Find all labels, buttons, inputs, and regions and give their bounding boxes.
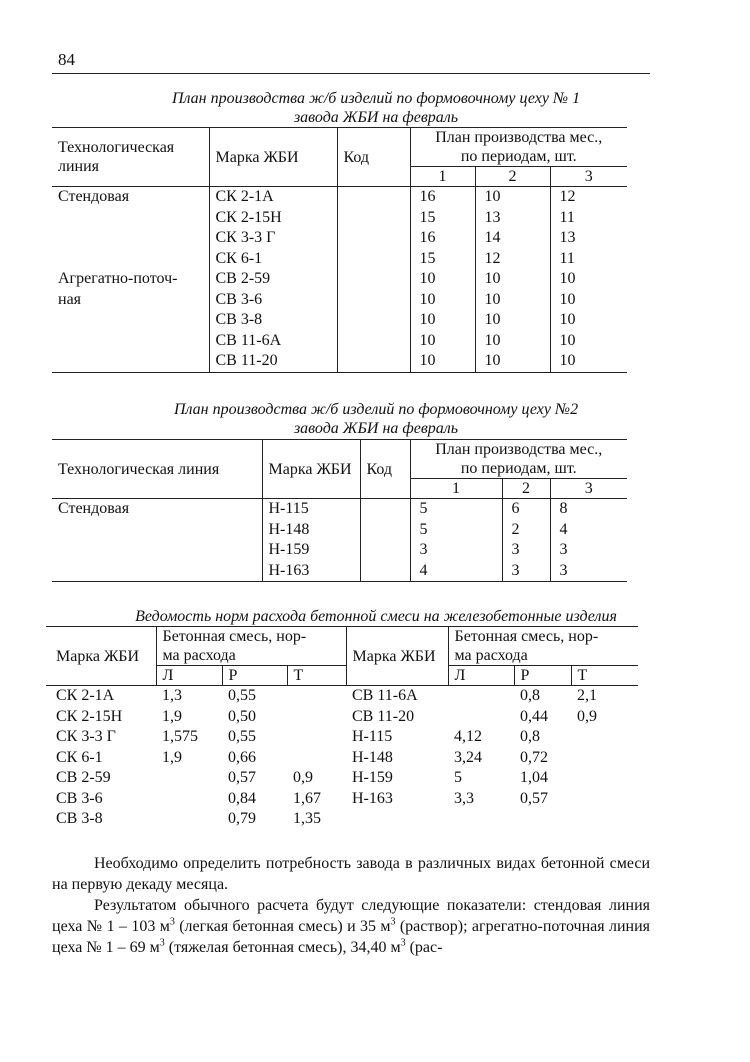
period2-cell: 3 bbox=[502, 540, 550, 561]
t-right-cell: 2,1 bbox=[577, 687, 597, 704]
header-rule bbox=[52, 73, 650, 74]
table-row bbox=[52, 269, 627, 290]
t-left-cell bbox=[287, 727, 346, 748]
t-left-cell: 1,35 bbox=[293, 810, 321, 827]
line-cell: ная bbox=[58, 290, 82, 308]
mark-right-cell: СВ 11-6А bbox=[352, 687, 418, 704]
period3-cell: 10 bbox=[550, 269, 627, 290]
table1-header-line: Технологическая линия bbox=[52, 128, 209, 187]
mark-cell: СВ 3-8 bbox=[209, 310, 337, 331]
l-right-cell: 5 bbox=[454, 769, 462, 786]
period2-cell: 10 bbox=[475, 331, 550, 352]
table3-caption: Ведомость норм расхода бетонной смеси на железобетонные изделия bbox=[135, 608, 617, 625]
period3-cell: 10 bbox=[550, 331, 627, 352]
l-left-cell: 1,9 bbox=[162, 748, 182, 766]
mark-left-cell: СВ 3-8 bbox=[56, 810, 103, 827]
period1-cell: 10 bbox=[410, 351, 475, 372]
mark-cell: Н-148 bbox=[262, 520, 360, 541]
line-cell: Стендовая bbox=[58, 500, 130, 517]
table2-header-plan-line1: План производства мес., bbox=[435, 441, 603, 458]
period1-cell: 15 bbox=[410, 208, 475, 229]
r-right-cell: 0,72 bbox=[520, 748, 548, 766]
table-row bbox=[46, 707, 638, 728]
r-left-cell: 0,55 bbox=[228, 728, 256, 745]
t-right-cell: 0,9 bbox=[577, 707, 597, 725]
mark-cell: СК 2-1А bbox=[209, 187, 337, 208]
period2-cell: 14 bbox=[475, 228, 550, 249]
l-right-cell bbox=[448, 707, 514, 728]
period3-cell: 3 bbox=[550, 561, 627, 582]
table-row bbox=[52, 540, 627, 561]
table1-header-code: Код bbox=[337, 128, 410, 187]
table3-header-l-left: Л bbox=[156, 666, 222, 686]
mark-cell: Н-163 bbox=[262, 561, 360, 582]
table-row bbox=[52, 561, 627, 582]
r-left-cell: 0,84 bbox=[228, 789, 256, 807]
r-left-cell: 0,66 bbox=[228, 748, 256, 766]
l-left-cell bbox=[156, 789, 222, 810]
table1-caption-line1: План производства ж/б изделий по формовочному цеху № 1 bbox=[171, 90, 581, 107]
line-cell bbox=[52, 249, 209, 270]
period1-cell: 5 bbox=[410, 520, 502, 541]
line-cell bbox=[52, 561, 262, 582]
period3-cell: 11 bbox=[550, 249, 627, 270]
r-right-cell: 0,44 bbox=[520, 707, 548, 725]
table1-header-p2: 2 bbox=[475, 167, 550, 187]
table-row bbox=[46, 789, 638, 810]
period2-cell: 6 bbox=[502, 499, 550, 520]
period3-cell: 12 bbox=[550, 187, 627, 208]
period3-cell: 10 bbox=[550, 310, 627, 331]
table-row bbox=[52, 520, 627, 541]
table2-header-plan-line2: по периодам, шт. bbox=[460, 460, 577, 477]
mark-cell: СК 3-3 Г bbox=[209, 228, 337, 249]
paragraph-1: Необходимо определить потребность завода в различных видах бетонной смеси на первую декаду месяца. bbox=[52, 855, 650, 893]
superscript-2: 3 bbox=[390, 916, 396, 928]
table3-header-mix-right-line2: ма расхода bbox=[454, 647, 528, 664]
table-row bbox=[52, 499, 627, 520]
code-cell bbox=[360, 561, 410, 582]
table3-header-mix-left bbox=[156, 627, 346, 666]
mark-cell: Н-115 bbox=[262, 499, 360, 520]
r-left-cell: 0,55 bbox=[228, 687, 256, 704]
mark-cell: СК 2-15Н bbox=[209, 208, 337, 229]
code-cell bbox=[337, 187, 410, 208]
line-cell bbox=[52, 228, 209, 249]
line-cell bbox=[52, 520, 262, 541]
period3-cell: 11 bbox=[550, 208, 627, 229]
mark-right-cell: Н-163 bbox=[352, 789, 393, 807]
table-row bbox=[52, 228, 627, 249]
line-cell bbox=[52, 310, 209, 331]
table1 bbox=[52, 127, 627, 373]
l-right-cell: 4,12 bbox=[454, 728, 482, 745]
code-cell bbox=[360, 520, 410, 541]
table-row bbox=[46, 768, 638, 789]
table1-header-plan-line2: по периодам, шт. bbox=[460, 148, 577, 165]
table3-header-mix-right-line1: Бетонная смесь, нор- bbox=[454, 628, 599, 645]
l-right-cell: 3,3 bbox=[454, 789, 474, 807]
mark-left-cell: СВ 2-59 bbox=[56, 769, 111, 786]
mark-cell: СВ 11-20 bbox=[209, 351, 337, 372]
t-left-cell bbox=[287, 707, 346, 728]
mark-cell: СВ 11-6А bbox=[209, 331, 337, 352]
period1-cell: 10 bbox=[410, 269, 475, 290]
r-right-cell: 0,8 bbox=[520, 687, 540, 704]
mark-left-cell: СК 6-1 bbox=[56, 748, 103, 766]
table2-caption-line1: План производства ж/б изделий по формовочному цеху №2 bbox=[173, 401, 579, 418]
t-right-cell bbox=[571, 789, 638, 810]
superscript-1: 3 bbox=[169, 916, 175, 928]
table2 bbox=[52, 439, 627, 582]
code-cell bbox=[337, 228, 410, 249]
mark-left-cell: СВ 3-6 bbox=[56, 789, 103, 807]
table3-header-mix-right bbox=[448, 627, 638, 666]
page-number: 84 bbox=[58, 50, 75, 69]
code-cell bbox=[337, 249, 410, 270]
code-cell bbox=[337, 331, 410, 352]
table1-header-mark: Марка ЖБИ bbox=[209, 128, 337, 187]
line-cell: Агрегатно-поточ- bbox=[58, 270, 178, 287]
mark-left-cell: СК 2-1А bbox=[56, 687, 115, 704]
mark-right-cell: Н-148 bbox=[352, 748, 393, 766]
period3-cell: 3 bbox=[550, 540, 627, 561]
code-cell bbox=[337, 269, 410, 290]
table2-caption bbox=[50, 400, 702, 438]
period3-cell: 8 bbox=[550, 499, 627, 520]
l-left-cell bbox=[156, 768, 222, 789]
code-cell bbox=[337, 351, 410, 372]
table-row bbox=[52, 208, 627, 229]
superscript-3: 3 bbox=[159, 937, 165, 949]
r-right-cell: 1,04 bbox=[520, 769, 548, 786]
table3-header-mix-left-line2: ма расхода bbox=[162, 647, 236, 664]
table-row bbox=[52, 187, 627, 208]
period1-cell: 10 bbox=[410, 331, 475, 352]
table3-header-r-left: Р bbox=[222, 666, 287, 686]
table1-header-plan-line1: План производства мес., bbox=[435, 129, 603, 146]
table-row bbox=[52, 290, 627, 311]
paragraph-2-part-e: (рас- bbox=[405, 939, 443, 956]
table3-header-mark-left: Марка ЖБИ bbox=[46, 627, 156, 686]
table2-header-plan bbox=[410, 440, 627, 479]
paragraph-2-part-c: (раствор); агрегатно-поточная линия цеха № 1 – 69 м bbox=[52, 918, 651, 956]
code-cell bbox=[360, 499, 410, 520]
table3-header-r-right: Р bbox=[514, 666, 571, 686]
code-cell bbox=[337, 290, 410, 311]
table-row bbox=[52, 249, 627, 270]
table-row bbox=[46, 809, 638, 830]
table1-header-plan bbox=[410, 128, 627, 167]
period3-cell: 13 bbox=[550, 228, 627, 249]
period3-cell: 10 bbox=[550, 351, 627, 372]
l-left-cell: 1,9 bbox=[162, 707, 182, 725]
mark-cell: СК 6-1 bbox=[209, 249, 337, 270]
table-row bbox=[52, 331, 627, 352]
table3-header-t-left: Т bbox=[287, 666, 346, 686]
table2-header-code: Код bbox=[360, 440, 410, 499]
mark-cell: СВ 2-59 bbox=[209, 269, 337, 290]
period2-cell: 10 bbox=[475, 269, 550, 290]
line-cell bbox=[52, 351, 209, 372]
table-row bbox=[46, 748, 638, 769]
superscript-4: 3 bbox=[400, 937, 406, 949]
r-right-cell bbox=[514, 809, 571, 830]
mark-cell: Н-159 bbox=[262, 540, 360, 561]
r-right-cell: 0,8 bbox=[520, 728, 540, 745]
table2-caption-line2: завода ЖБИ на февраль bbox=[293, 420, 459, 437]
period1-cell: 3 bbox=[410, 540, 502, 561]
t-left-cell bbox=[287, 686, 346, 707]
line-cell: Стендовая bbox=[58, 188, 130, 205]
period1-cell: 5 bbox=[410, 499, 502, 520]
table-row bbox=[52, 351, 627, 372]
table2-header-p1: 1 bbox=[410, 479, 502, 499]
table3-body bbox=[46, 686, 638, 830]
mark-cell: СВ 3-6 bbox=[209, 290, 337, 311]
table-row bbox=[46, 686, 638, 707]
period3-cell: 4 bbox=[550, 520, 627, 541]
r-left-cell: 0,50 bbox=[228, 707, 256, 725]
period3-cell: 10 bbox=[550, 290, 627, 311]
code-cell bbox=[360, 540, 410, 561]
table1-body bbox=[52, 187, 627, 373]
period2-cell: 10 bbox=[475, 290, 550, 311]
r-left-cell: 0,79 bbox=[228, 810, 256, 827]
paragraph-2-part-a: Результатом обычного расчета будут следующие показатели: стендовая линия цеха № 1 – 103 м bbox=[52, 897, 650, 935]
table2-header-p3: 3 bbox=[550, 479, 627, 499]
period2-cell: 3 bbox=[502, 561, 550, 582]
t-right-cell bbox=[571, 748, 638, 769]
period2-cell: 10 bbox=[475, 310, 550, 331]
period1-cell: 16 bbox=[410, 228, 475, 249]
l-left-cell: 1,575 bbox=[162, 728, 198, 745]
table2-header-p2: 2 bbox=[502, 479, 550, 499]
table1-caption bbox=[50, 89, 702, 127]
table1-header-p1: 1 bbox=[410, 167, 475, 187]
l-right-cell: 3,24 bbox=[454, 748, 482, 766]
t-right-cell bbox=[571, 809, 638, 830]
code-cell bbox=[337, 310, 410, 331]
t-left-cell bbox=[287, 748, 346, 769]
period2-cell: 10 bbox=[475, 187, 550, 208]
table2-header-mark: Марка ЖБИ bbox=[262, 440, 360, 499]
period1-cell: 15 bbox=[410, 249, 475, 270]
table3-header-t-right: Т bbox=[571, 666, 638, 686]
code-cell bbox=[337, 208, 410, 229]
table3-header-mark-right: Марка ЖБИ bbox=[346, 627, 448, 686]
table2-header-line: Технологическая линия bbox=[52, 440, 262, 499]
table3-header-l-right: Л bbox=[448, 666, 514, 686]
period2-cell: 12 bbox=[475, 249, 550, 270]
l-right-cell bbox=[448, 809, 514, 830]
period2-cell: 2 bbox=[502, 520, 550, 541]
t-right-cell bbox=[571, 768, 638, 789]
r-right-cell: 0,57 bbox=[520, 789, 548, 807]
paragraph-2 bbox=[52, 895, 650, 958]
mark-right-cell: Н-159 bbox=[352, 769, 393, 786]
l-left-cell bbox=[156, 809, 222, 830]
l-left-cell: 1,3 bbox=[162, 687, 182, 704]
l-right-cell bbox=[448, 686, 514, 707]
period2-cell: 10 bbox=[475, 351, 550, 372]
t-left-cell: 0,9 bbox=[293, 769, 313, 786]
line-cell bbox=[52, 540, 262, 561]
table3-header-mix-left-line1: Бетонная смесь, нор- bbox=[162, 628, 307, 645]
mark-left-cell: СК 2-15Н bbox=[56, 707, 123, 725]
mark-right-cell bbox=[346, 809, 448, 830]
period1-cell: 4 bbox=[410, 561, 502, 582]
t-right-cell bbox=[571, 727, 638, 748]
table-row bbox=[52, 310, 627, 331]
mark-right-cell: СВ 11-20 bbox=[352, 707, 415, 725]
period2-cell: 13 bbox=[475, 208, 550, 229]
table2-body bbox=[52, 499, 627, 582]
period1-cell: 10 bbox=[410, 290, 475, 311]
paragraph-2-part-b: (легкая бетонная смесь) и 35 м bbox=[174, 918, 391, 935]
line-cell bbox=[52, 331, 209, 352]
mark-left-cell: СК 3-3 Г bbox=[56, 728, 116, 745]
table3 bbox=[46, 626, 638, 830]
table1-caption-line2: завода ЖБИ на февраль bbox=[293, 109, 459, 126]
table-row bbox=[46, 727, 638, 748]
period1-cell: 10 bbox=[410, 310, 475, 331]
line-cell bbox=[52, 208, 209, 229]
period1-cell: 16 bbox=[410, 187, 475, 208]
r-left-cell: 0,57 bbox=[228, 769, 256, 786]
paragraph-2-part-d: (тяжелая бетонная смесь), 34,40 м bbox=[164, 939, 401, 956]
t-left-cell: 1,67 bbox=[293, 789, 321, 807]
mark-right-cell: Н-115 bbox=[352, 728, 393, 745]
table1-header-p3: 3 bbox=[550, 167, 627, 187]
